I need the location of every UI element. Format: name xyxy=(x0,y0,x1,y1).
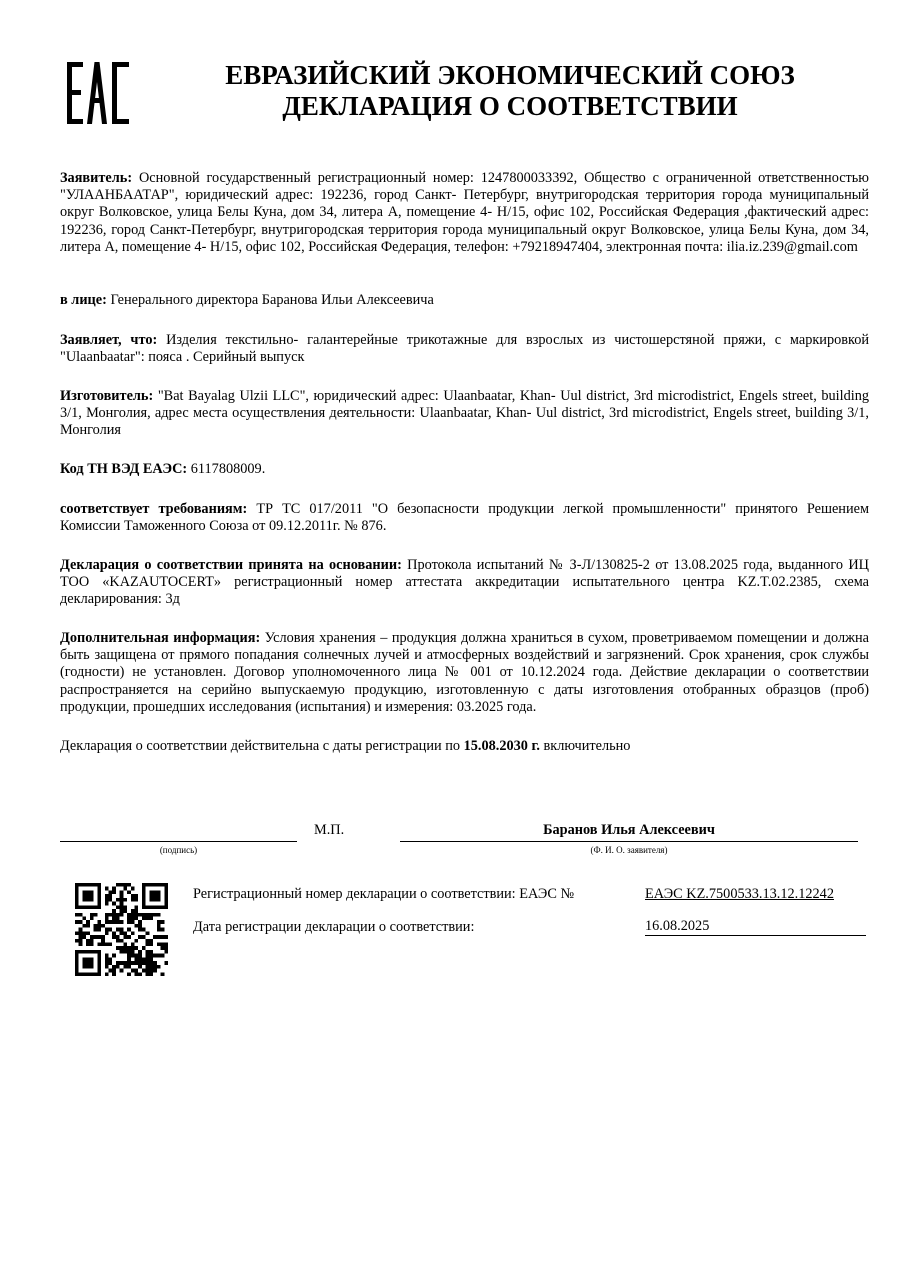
registration-date-label: Дата регистрации декларации о соответствии: xyxy=(193,919,475,935)
applicant-text: Основной государственный регистрационный номер: 1247800033392, Общество с ограниченной ответственностью "УЛААНБААТАР", юридический адрес: 192236, город Санкт- Петербург, внутригородская территория города муниципальный округ Волковское, улица Белы Куна, дом 34, литера А, помещение 4- Н/15, офис 102, Российская Федерация ,фактический адрес: 192236, город Санкт-Петербург, внутригородская территория города муниципальный округ Волковское, улица Белы Куна, дом 34, литера А, помещение 4- Н/15, офис 102, Российская Федерация, телефон: +79218947404, электронная почта: ilia.iz.239@gmail.com xyxy=(60,170,869,255)
tn-ved-code: 6117808009. xyxy=(190,461,266,477)
qr-code-icon xyxy=(75,883,168,976)
signature-caption: (подпись) xyxy=(159,845,198,855)
applicant-label: Заявитель: xyxy=(60,170,133,186)
name-caption: (Ф. И. О. заявителя) xyxy=(590,845,668,855)
validity-suffix: включительно xyxy=(543,738,631,754)
representative-text: Генерального директора Баранова Ильи Алексеевича xyxy=(110,292,434,308)
complies-label: соответствует требованиям: xyxy=(60,501,248,517)
page-title xyxy=(180,60,840,122)
basis-label: Декларация о соответствии принята на основании: xyxy=(60,557,402,573)
representative-section xyxy=(60,292,869,309)
complies-section xyxy=(60,501,869,535)
additional-info-text: Условия хранения – продукция должна храниться в сухом, проветриваемом помещении и должна быть защищена от прямого попадания солнечных лучей и атмосферных воздействий и загрязнений. Срок хранения, срок службы (годности) не установлен. Договор уполномоченного лица № 001 от 10.12.2024 года. Действие декларации о соответствии распространяется на серийно выпускаемую продукцию, изготовленную с даты изготовления отобранных образцов (проб) продукции, прошедших исследования (испытания) и измерения: 03.2025 года. xyxy=(60,630,870,715)
representative-label: в лице: xyxy=(60,292,107,308)
additional-info-label: Дополнительная информация: xyxy=(60,630,261,646)
eac-mark-icon xyxy=(66,62,130,124)
basis-section xyxy=(60,557,869,609)
manufacturer-label: Изготовитель: xyxy=(60,388,154,404)
manufacturer-section xyxy=(60,388,869,440)
applicant-section xyxy=(60,170,869,256)
basis-text: Протокола испытаний № З-Л/130825-2 от 13.08.2025 года, выданного ИЦ ТОО «KAZAUTOCERT» регистрационный номер аттестата аккредитации испытательного центра KZ.T.02.2385, схема декларирования: 3д xyxy=(60,557,869,608)
validity-date: 15.08.2030 г. xyxy=(463,738,540,754)
stamp-label: М.П. xyxy=(314,822,345,838)
registration-number: ЕАЭС KZ.7500533.13.12.12242 xyxy=(645,886,834,902)
signer-name: Баранов Илья Алексеевич xyxy=(543,822,715,838)
additional-info-section xyxy=(60,630,869,716)
complies-text: ТР ТС 017/2011 "О безопасности продукции легкой промышленности" принятого Решением Комиссии Таможенного Союза от 09.12.2011г. № 876. xyxy=(60,501,869,535)
declares-label: Заявляет, что: xyxy=(60,332,158,348)
signature-line xyxy=(60,841,297,842)
registration-number-label: Регистрационный номер декларации о соответствии: ЕАЭС № xyxy=(193,886,575,902)
manufacturer-text: "Bat Bayalag Ulzii LLC", юридический адрес: Ulaanbaatar, Khan- Uul district, 3rd microdistrict, Engels street, building 3/1, Монголия, адрес места осуществления деятельности: Ulaanbaatar, Khan- Uul district, 3rd microdistrict, Engels street, building 3/1, Монголия xyxy=(60,388,870,439)
declares-text: Изделия текстильно- галантерейные трикотажные для взрослых из чистошерстяной пряжи, с маркировкой "Ulaanbaatar": пояса . Серийный выпуск xyxy=(60,332,870,366)
registration-date: 16.08.2025 xyxy=(645,918,866,936)
validity-prefix: Декларация о соответствии действительна с даты регистрации по xyxy=(60,738,461,754)
name-line xyxy=(400,841,858,842)
title-line-union: ЕВРАЗИЙСКИЙ ЭКОНОМИЧЕСКИЙ СОЮЗ xyxy=(225,60,795,90)
declares-section xyxy=(60,332,869,366)
validity-section xyxy=(60,738,869,755)
tn-ved-section xyxy=(60,461,869,478)
tn-ved-label: Код ТН ВЭД ЕАЭС: xyxy=(60,461,188,477)
title-line-declaration: ДЕКЛАРАЦИЯ О СООТВЕТСТВИИ xyxy=(282,91,738,121)
